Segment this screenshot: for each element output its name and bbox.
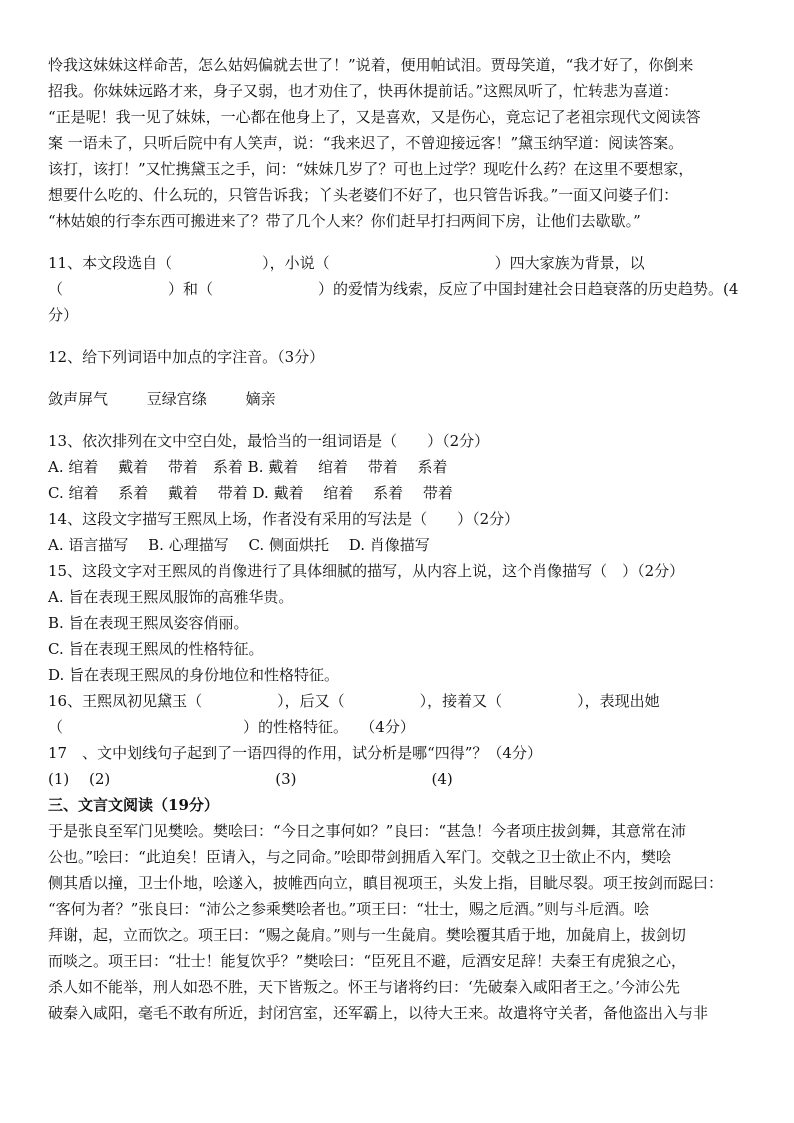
- classical-text-line: 杀人如不能举，刑人如恐不胜，天下皆叛之。怀王与诸将约曰：‘先破秦入咸阳者王之。’今沛公先: [48, 978, 681, 996]
- question-16: [48, 688, 748, 740]
- question-17: [48, 740, 748, 792]
- passage-line: 案 一语未了，只听后院中有人笑声，说：“我来迟了，不曾迎接远客！”黛玉纳罕道：阅读答案。: [48, 134, 684, 152]
- question-16-line: 16、王熙凤初见黛玉（ ），后又（ ），接着又（ ），表现出她: [48, 692, 660, 710]
- question-13: [48, 428, 748, 506]
- question-12-words: [48, 386, 748, 412]
- question-11-line: （ ）和（ ）的爱情为线索，反应了中国封建社会日趋衰落的历史趋势。(4: [48, 280, 739, 298]
- question-11-line: 11、本文段选自（ ），小说（ ）四大家族为背景，以: [48, 254, 645, 272]
- question-14-prompt: 14、这段文字描写王熙凤上场，作者没有采用的写法是（ ）（2分）: [48, 510, 520, 528]
- passage-line: 招我。你妹妹远路才来，身子又弱，也才劝住了，快再休提前话。”这熙凤听了，忙转悲为喜道：: [48, 82, 679, 100]
- section-3-heading: 三、文言文阅读（19分）: [48, 796, 219, 814]
- passage-line: 该打，该打！”又忙携黛玉之手，问：“妹妹几岁了？可也上过学？现吃什么药？在这里不要想家，: [48, 160, 694, 178]
- question-13-options: C. 绾着 系着 戴着 带着 D. 戴着 绾着 系着 带着: [48, 484, 453, 502]
- question-11: [48, 250, 748, 328]
- question-15-option: C. 旨在表现王熙凤的性格特征。: [48, 640, 264, 658]
- passage-line: 怜我这妹妹这样命苦，怎么姑妈偏就去世了！”说着，便用帕试泪。贾母笑道，“我才好了，你倒来: [48, 56, 694, 74]
- classical-text-line: 拜谢，起，立而饮之。项王曰：“赐之彘肩。”则与一生彘肩。樊哙覆其盾于地，加彘肩上，拔剑切: [48, 926, 686, 944]
- question-15-prompt: 15、这段文字对王熙凤的肖像进行了具体细腻的描写，从内容上说，这个肖像描写（ ）（2分）: [48, 562, 685, 580]
- question-12-prompt: 12、给下列词语中加点的字注音。（3分）: [48, 348, 325, 366]
- passage-line: “正是呢！我一见了妹妹，一心都在他身上了，又是喜欢，又是伤心，竟忘记了老祖宗现代文阅读答: [48, 108, 701, 126]
- classical-text-line: 于是张良至军门见樊哙。樊哙曰：“今日之事何如？”良曰：“甚急！今者项庄拔剑舞，其意常在沛: [48, 822, 687, 840]
- question-15-option: D. 旨在表现王熙凤的身份地位和性格特征。: [48, 666, 340, 684]
- question-13-prompt: 13、依次排列在文中空白处，最恰当的一组词语是（ ）（2分）: [48, 432, 490, 450]
- passage-line: 想要什么吃的、什么玩的，只管告诉我；丫头老婆们不好了，也只管告诉我。”一面又问婆子们：: [48, 186, 679, 204]
- word-item: 豆绿宫绦: [146, 390, 207, 408]
- question-15-option: B. 旨在表现王熙凤姿容俏丽。: [48, 614, 249, 632]
- reading-passage: [48, 52, 748, 234]
- question-16-line: （ ）的性格特征。 （4分）: [48, 718, 415, 736]
- classical-text-line: 侧其盾以撞，卫士仆地，哙遂入，披帷西向立，瞋目视项王，头发上指，目眦尽裂。项王按剑而跽曰：: [48, 874, 724, 892]
- classical-text-line: “客何为者？”张良曰：“沛公之参乘樊哙者也。”项王曰：“壮士，赐之卮酒。”则与斗卮酒。哙: [48, 900, 650, 918]
- section-3: [48, 792, 748, 1026]
- classical-text-line: 而啖之。项王曰：“壮士！能复饮乎？”樊哙曰：“臣死且不避，卮酒安足辞！夫秦王有虎狼之心，: [48, 952, 687, 970]
- question-17-prompt: 17 、文中划线句子起到了一语四得的作用，试分析是哪“四得”？（4分）: [48, 744, 542, 762]
- question-15-option: A. 旨在表现王熙凤服饰的高雅华贵。: [48, 588, 294, 606]
- question-15: [48, 558, 748, 688]
- question-11-line: 分）: [48, 306, 79, 324]
- question-14: [48, 506, 748, 558]
- question-14-options: A. 语言描写 B. 心理描写 C. 侧面烘托 D. 肖像描写: [48, 536, 430, 554]
- document-page: [48, 52, 748, 1026]
- classical-text-line: 公也。”哙曰：“此迫矣！臣请入，与之同命。”哙即带剑拥盾入军门。交戟之卫士欲止不内，樊哙: [48, 848, 672, 866]
- word-item: 嫡亲: [245, 390, 276, 408]
- question-12: [48, 344, 748, 412]
- passage-line: “林姑娘的行李东西可搬进来了？带了几个人来？你们赶早打扫两间下房，让他们去歇歇。”: [48, 212, 641, 230]
- question-17-answers: (1) (2) (3) (4): [48, 770, 453, 788]
- word-item: 敛声屏气: [48, 390, 109, 408]
- question-13-options: A. 绾着 戴着 带着 系着 B. 戴着 绾着 带着 系着: [48, 458, 448, 476]
- classical-text-line: 破秦入咸阳，毫毛不敢有所近，封闭宫室，还军霸上，以待大王来。故遣将守关者，备他盗出入与非: [48, 1004, 709, 1022]
